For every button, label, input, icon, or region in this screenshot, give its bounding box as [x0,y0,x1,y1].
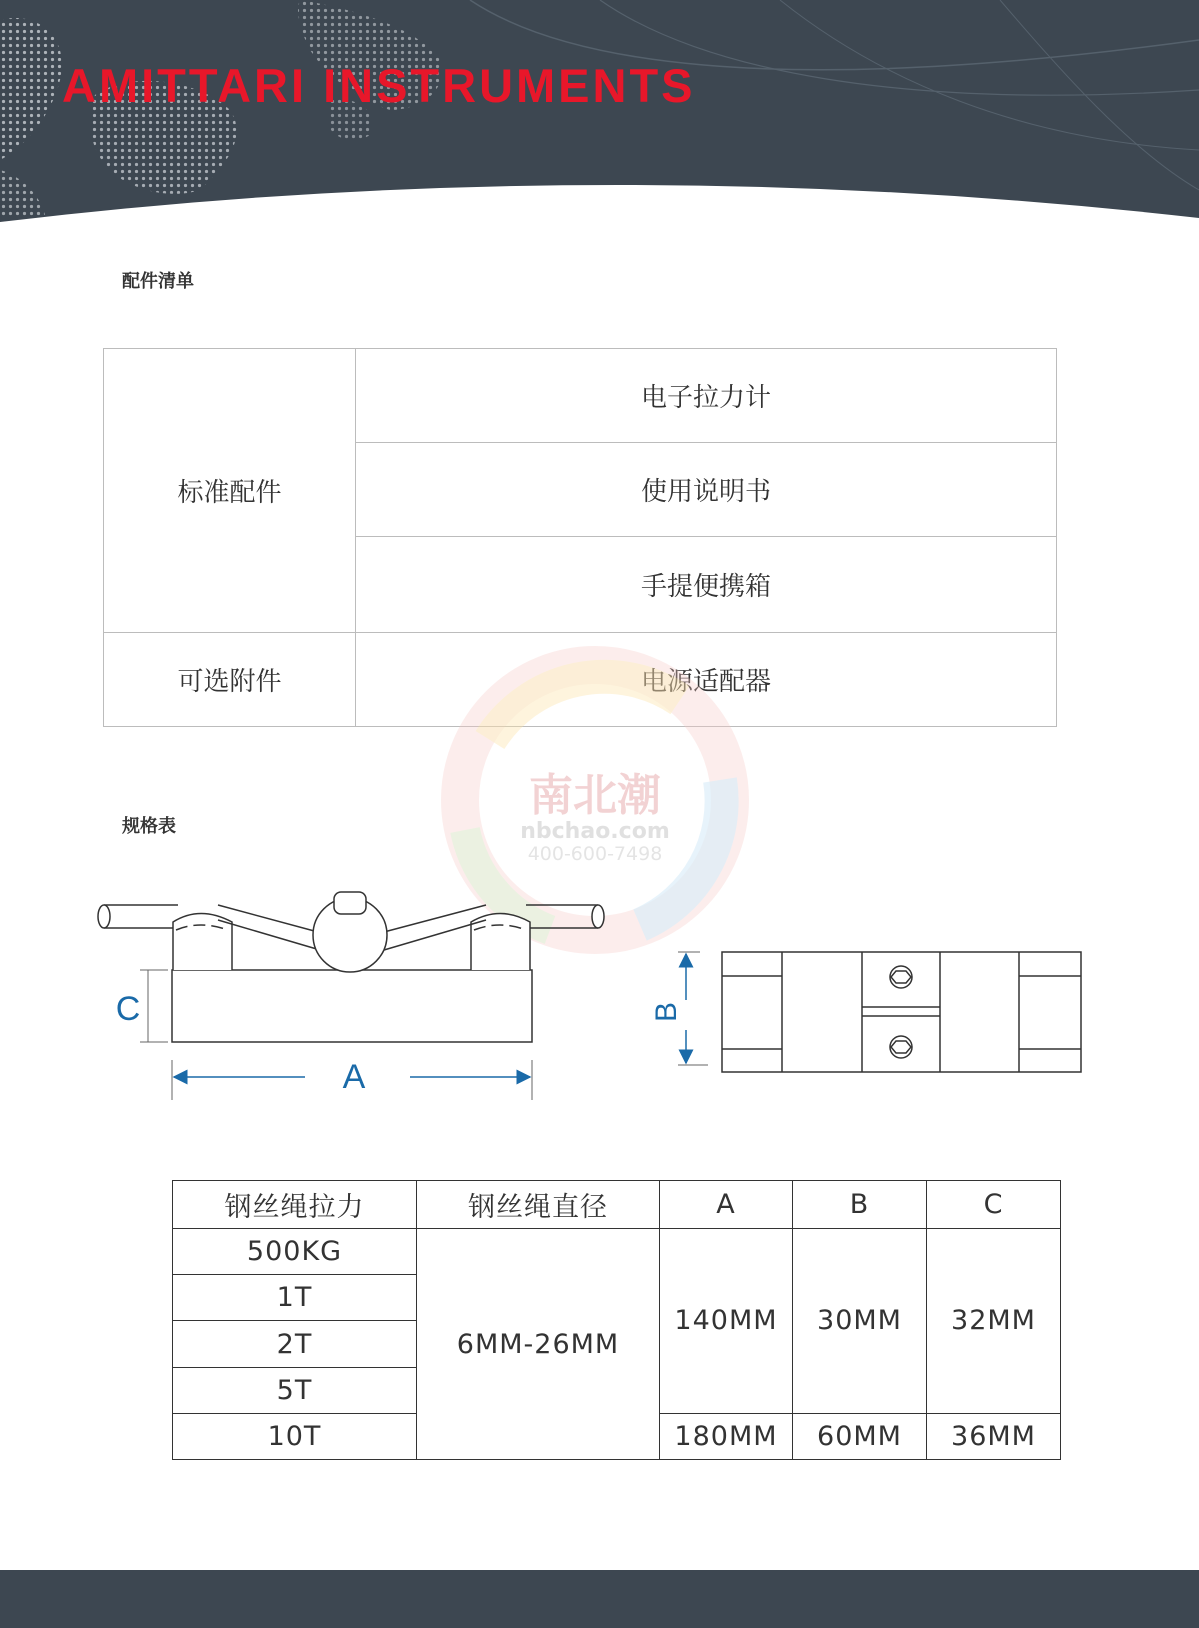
accessories-section-title: 配件清单 [122,271,194,292]
capacity-cell: 5T [173,1367,417,1413]
header-cell: 钢丝绳直径 [417,1181,660,1229]
dim-a-cell: 180MM [660,1413,793,1459]
standard-accessories-label: 标准配件 [104,349,356,633]
watermark-phone: 400-600-7498 [527,843,663,865]
page-header [0,0,1199,240]
accessory-item: 电子拉力计 [356,349,1057,443]
dim-c-cell: 32MM [927,1229,1061,1414]
side-view-drawing [98,892,604,1042]
dim-a-cell: 140MM [660,1229,793,1414]
specs-table [172,1180,1061,1460]
watermark-cn: 南北潮 [529,770,661,821]
accessory-item: 使用说明书 [356,443,1057,537]
dim-b-cell: 60MM [793,1413,927,1459]
dimension-a-label: A [342,1058,366,1096]
dimension-diagrams [0,860,1199,1120]
table-header-row [173,1181,1061,1229]
brand-name: AMITTARI INSTRUMENTS [62,59,696,112]
dimension-c-label: C [115,990,141,1028]
dim-c-cell: 36MM [927,1413,1061,1459]
footer-bar [0,1570,1199,1628]
capacity-cell: 500KG [173,1229,417,1275]
capacity-cell: 1T [173,1275,417,1321]
optional-accessories-label: 可选附件 [104,633,356,727]
table-row [173,1229,1061,1275]
header-cell: A [660,1181,793,1229]
specs-section-title: 规格表 [122,816,176,837]
header-cell: 钢丝绳拉力 [173,1181,417,1229]
header-cell: B [793,1181,927,1229]
top-view-dimensions [650,952,708,1065]
top-view-drawing [722,952,1081,1072]
accessory-item: 电源适配器 [356,633,1057,727]
accessory-item: 手提便携箱 [356,537,1057,633]
table-row [104,349,1057,443]
dim-b-cell: 30MM [793,1229,927,1414]
watermark-domain: nbchao.com [520,819,670,844]
diameter-cell: 6MM-26MM [417,1229,660,1460]
capacity-cell: 10T [173,1413,417,1459]
capacity-cell: 2T [173,1321,417,1367]
dimension-b-label: B [650,1001,683,1023]
header-cell: C [927,1181,1061,1229]
header-world-map-background [0,0,1199,240]
